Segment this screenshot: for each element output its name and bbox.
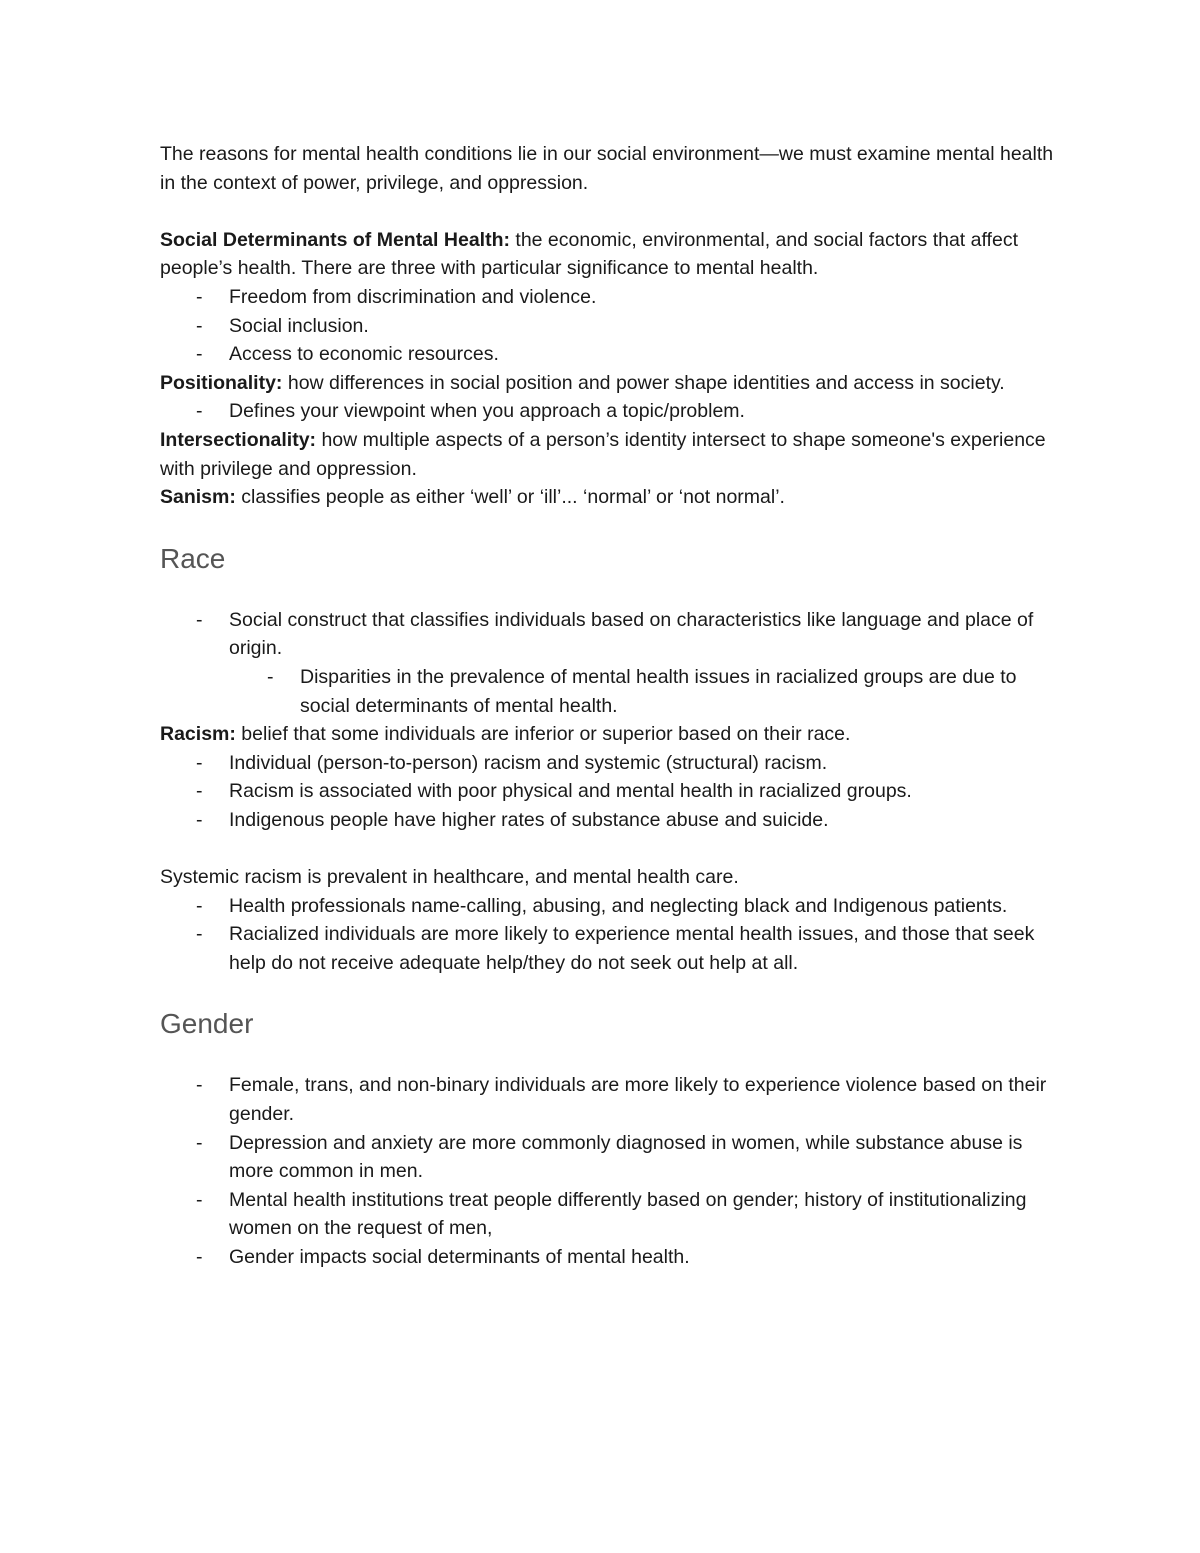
bullet-dash: - (196, 894, 203, 917)
racism-definition (160, 720, 1070, 749)
list-item (160, 1186, 1070, 1243)
list-item-text: Health professionals name-calling, abusing, and neglecting black and Indigenous patients. (229, 894, 1008, 917)
sanism-definition (160, 483, 1070, 512)
sdmh-term: Social Determinants of Mental Health: (160, 228, 510, 251)
list-item (160, 920, 1070, 977)
racism-text: belief that some individuals are inferior or superior based on their race. (235, 723, 851, 746)
list-item-text: Female, trans, and non-binary individuals are more likely to experience violence based on their gender. (229, 1074, 1047, 1126)
list-item-text: Defines your viewpoint when you approach a topic/problem. (229, 400, 745, 423)
list-item-text: Racism is associated with poor physical and mental health in racialized groups. (229, 780, 912, 803)
bullet-dash: - (196, 1246, 203, 1268)
list-item-text: Individual (person-to-person) racism and systemic (structural) racism. (229, 751, 828, 774)
bullet-dash: - (196, 1188, 203, 1211)
list-item-text: Social inclusion. (229, 314, 369, 337)
intersectionality-text: how multiple aspects of a person’s identity intersect to shape someone's experience with privilege and oppression. (160, 428, 1046, 480)
list-item (160, 1243, 1070, 1272)
list-item (160, 340, 1070, 369)
sub-list-item (160, 663, 1070, 720)
intersectionality-definition (160, 426, 1070, 483)
bullet-dash: - (196, 400, 203, 423)
list-item-text: Social construct that classifies individuals based on characteristics like language and place of origin. (229, 608, 1034, 660)
list-item-text: Racialized individuals are more likely to experience mental health issues, and those that seek help do not receive adequate help/they do not seek out help at all. (229, 923, 1035, 974)
list-item (160, 892, 1070, 921)
bullet-dash: - (196, 808, 203, 831)
positionality-text: how differences in social position and power shape identities and access in society. (282, 371, 1005, 394)
sdmh-text: the economic, environmental, and social factors that affect people’s health. There are three with particular significance to mental health. (160, 228, 1018, 280)
list-item (160, 283, 1070, 312)
spacer (160, 1041, 1070, 1071)
list-item-text: Freedom from discrimination and violence. (229, 285, 597, 308)
bullet-dash: - (196, 1074, 203, 1097)
list-item (160, 777, 1070, 806)
bullet-dash: - (196, 343, 203, 366)
bullet-dash: - (267, 665, 274, 688)
systemic-racism-paragraph: Systemic racism is prevalent in healthcare, and mental health care. (160, 866, 739, 889)
list-item (160, 606, 1070, 663)
list-item (160, 312, 1070, 341)
spacer (160, 197, 1070, 226)
list-item (160, 1071, 1070, 1128)
list-item (160, 397, 1070, 426)
list-item (160, 806, 1070, 835)
intersectionality-term: Intersectionality: (160, 428, 317, 451)
sanism-text: classifies people as either ‘well’ or ‘ill’... ‘normal’ or ‘not normal’. (235, 486, 785, 509)
document-page (160, 140, 1070, 1272)
list-item-text: Indigenous people have higher rates of substance abuse and suicide. (229, 808, 829, 831)
spacer (160, 512, 1070, 542)
bullet-dash: - (196, 751, 203, 774)
list-item (160, 749, 1070, 778)
spacer (160, 576, 1070, 606)
spacer (160, 977, 1070, 1007)
bullet-dash: - (196, 285, 203, 308)
gender-heading: Gender (160, 1008, 254, 1040)
list-item-text: Mental health institutions treat people differently based on gender; history of institutionalizing women on the request of men, (229, 1188, 1027, 1240)
bullet-dash: - (196, 1131, 203, 1154)
list-item-text: Disparities in the prevalence of mental health issues in racialized groups are due to social determinants of mental health. (300, 665, 1017, 717)
bullet-dash: - (196, 608, 203, 631)
race-heading: Race (160, 542, 226, 574)
list-item-text: Gender impacts social determinants of mental health. (229, 1246, 690, 1268)
list-item-text: Access to economic resources. (229, 343, 499, 366)
sdmh-definition (160, 226, 1070, 283)
bullet-dash: - (196, 780, 203, 803)
list-item (160, 1129, 1070, 1186)
list-item-text: Depression and anxiety are more commonly diagnosed in women, while substance abuse is more common in men. (229, 1131, 1023, 1183)
spacer (160, 834, 1070, 863)
racism-term: Racism: (160, 723, 236, 746)
intro-paragraph: The reasons for mental health conditions lie in our social environment—we must examine mental health in the context of power, privilege, and oppression. (160, 143, 1054, 194)
positionality-term: Positionality: (160, 371, 283, 394)
bullet-dash: - (196, 923, 203, 946)
positionality-definition (160, 369, 1070, 398)
bullet-dash: - (196, 314, 203, 337)
sanism-term: Sanism: (160, 486, 236, 509)
